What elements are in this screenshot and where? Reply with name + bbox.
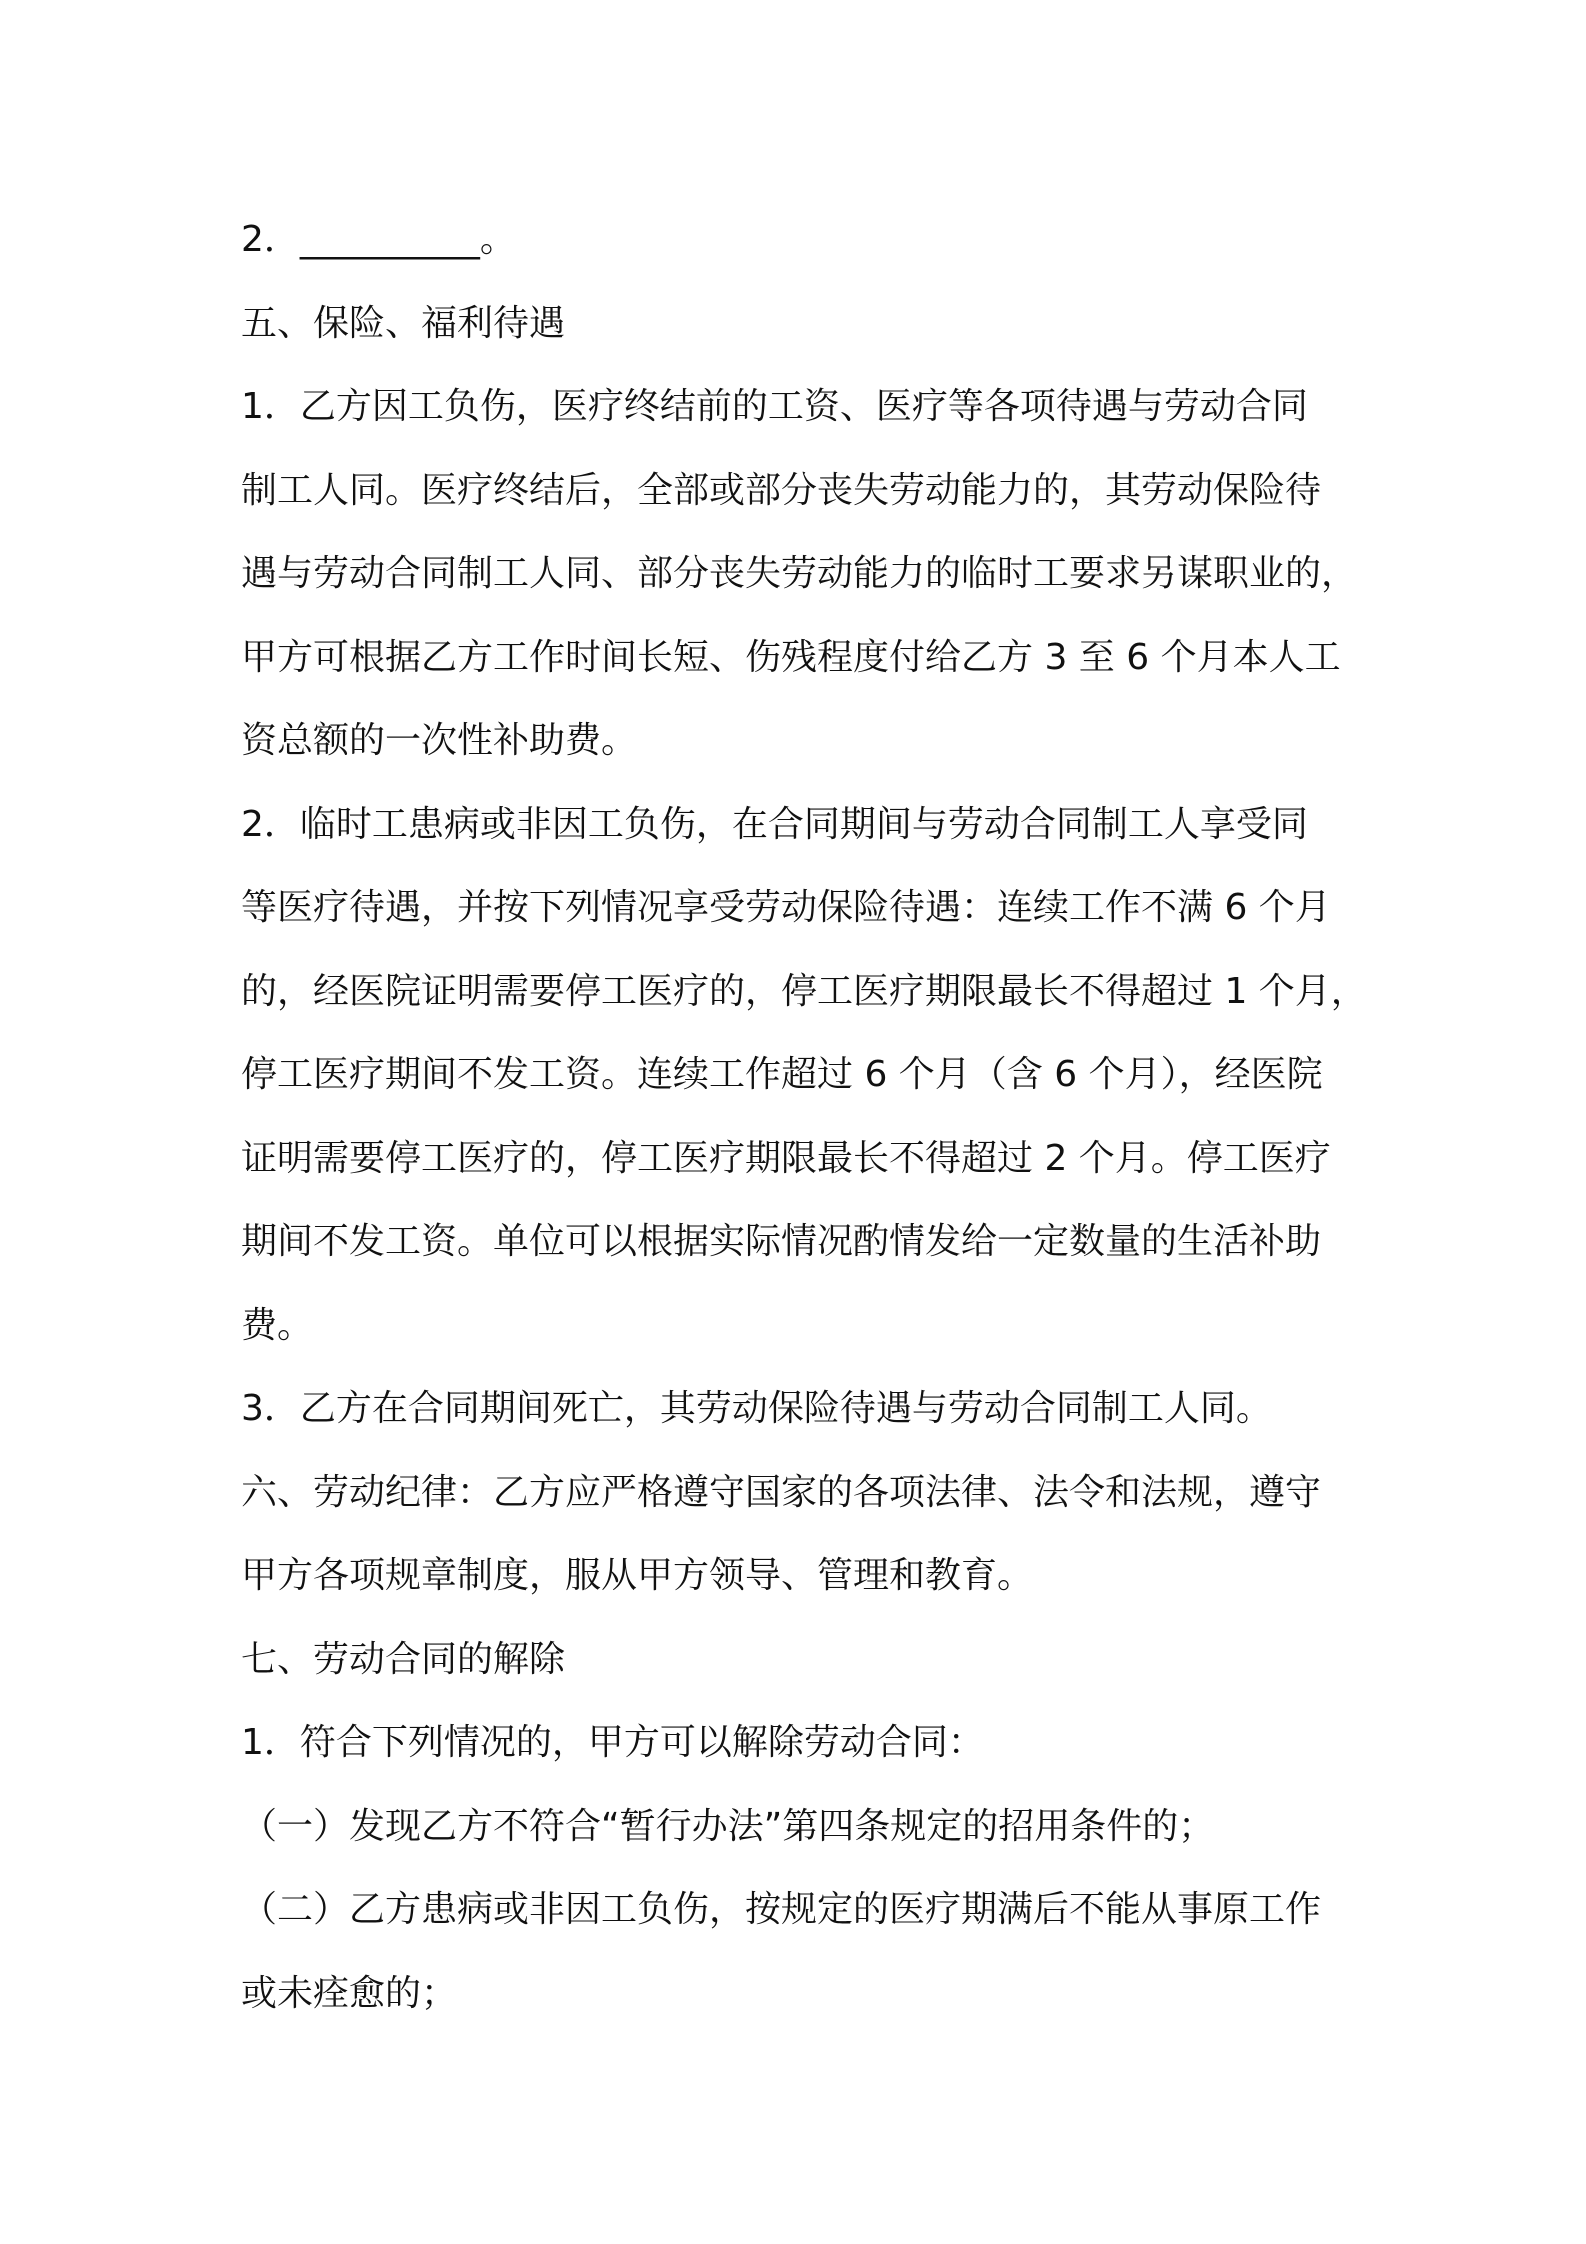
paragraph-line: 1．符合下列情况的，甲方可以解除劳动合同： [241, 1722, 984, 1763]
paragraph-line: 2．临时工患病或非因工负伤，在合同期间与劳动合同制工人享受同 [241, 803, 1308, 845]
paragraph-line: 3．乙方在合同期间死亡，其劳动保险待遇与劳动合同制工人同。 [241, 1388, 1272, 1429]
paragraph-line: 制工人同。医疗终结后，全部或部分丧失劳动能力的，其劳动保险待 [241, 469, 1322, 511]
list-item-1: （一）发现乙方不符合“暂行办法”第四条规定的招用条件的； [241, 1805, 1215, 1847]
paragraph-line: 甲方可根据乙方工作时间长短、伤残程度付给乙方 3 至 6 个月本人工 [241, 636, 1341, 678]
paragraph-line: 期间不发工资。单位可以根据实际情况酌情发给一定数量的生活补助 [241, 1221, 1322, 1262]
document-body [241, 198, 1367, 2035]
paragraph-line: 停工医疗期间不发工资。连续工作超过 6 个月（含 6 个月），经医院 [241, 1054, 1323, 1095]
paragraph-line: 的，经医院证明需要停工医疗的，停工医疗期限最长不得超过 1 个月， [241, 970, 1367, 1012]
paragraph-line: 资总额的一次性补助费。 [241, 720, 638, 761]
paragraph-line: 证明需要停工医疗的，停工医疗期限最长不得超过 2 个月。停工医疗 [241, 1137, 1331, 1179]
paragraph-line: 费。 [241, 1304, 314, 1346]
section-7-heading: 七、劳动合同的解除 [241, 1638, 566, 1680]
paragraph-line: 甲方各项规章制度，服从甲方领导、管理和教育。 [241, 1555, 1034, 1596]
section-6-line: 六、劳动纪律：乙方应严格遵守国家的各项法律、法令和法规，遵守 [241, 1471, 1322, 1513]
paragraph-line: 或未痊愈的； [241, 1972, 458, 2014]
list-item-2: （二）乙方患病或非因工负伤，按规定的医疗期满后不能从事原工作 [241, 1889, 1322, 1930]
section-5-heading: 五、保险、福利待遇 [241, 302, 566, 344]
paragraph-line: 1．乙方因工负伤，医疗终结前的工资、医疗等各项待遇与劳动合同 [241, 386, 1308, 427]
clause-2-blank-line: 2．__________。 [241, 219, 516, 260]
paragraph-line: 遇与劳动合同制工人同、部分丧失劳动能力的临时工要求另谋职业的， [241, 553, 1358, 594]
paragraph-line: 等医疗待遇，并按下列情况享受劳动保险待遇：连续工作不满 6 个月 [241, 887, 1331, 928]
